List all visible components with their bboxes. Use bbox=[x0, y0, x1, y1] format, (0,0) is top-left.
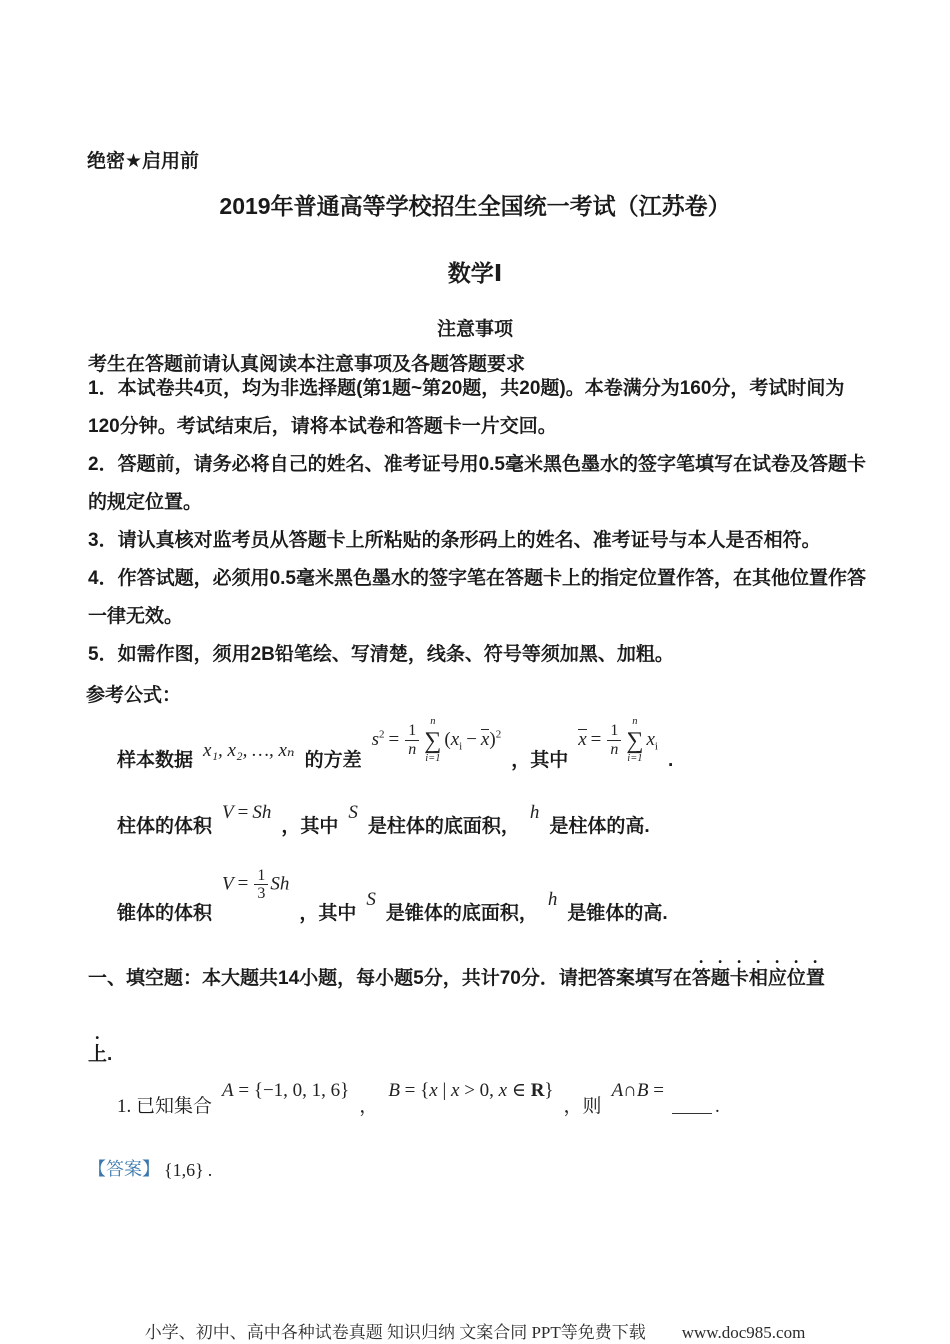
cone-tail-text: 是锥体的高. bbox=[567, 903, 668, 924]
A-intersect-B-math bbox=[612, 1080, 664, 1102]
formula-line-cone bbox=[117, 848, 668, 925]
math-token: i=1 bbox=[425, 752, 441, 764]
math-token: 2 bbox=[379, 728, 385, 741]
question-1 bbox=[117, 1068, 720, 1118]
notice-list bbox=[88, 370, 868, 674]
math-token: x bbox=[578, 728, 587, 750]
answer-period: . bbox=[207, 1160, 213, 1180]
cone-formula-math bbox=[222, 867, 289, 903]
math-token: = bbox=[237, 873, 249, 895]
footer-url[interactable]: www.doc985.com bbox=[681, 1323, 806, 1342]
mean-formula-math bbox=[578, 717, 658, 764]
paper-subject: 数学Ⅰ bbox=[447, 260, 503, 286]
carryover-emphasized: 上 bbox=[88, 1044, 108, 1065]
math-token: A bbox=[222, 1080, 234, 1101]
question-1-period: . bbox=[714, 1096, 720, 1117]
fraction-1-over-n bbox=[405, 722, 419, 758]
math-token: A bbox=[611, 1080, 624, 1101]
notice-item-1: 1．本试卷共4页，均为非选择题(第1题~第20题，共20题)。本卷满分为160分，考试时间为120分钟。考试结束后，请将本试卷和答题卡一片交回。 bbox=[88, 378, 845, 437]
math-token: 3 bbox=[257, 885, 266, 903]
math-token: = bbox=[237, 802, 249, 823]
summation-symbol bbox=[626, 717, 643, 764]
math-token: > 0, bbox=[459, 1080, 499, 1101]
carryover-punct: . bbox=[107, 1044, 113, 1065]
math-token: = bbox=[388, 728, 400, 750]
math-token: ( bbox=[444, 728, 451, 750]
cylinder-where-text: ，其中 bbox=[281, 816, 339, 837]
summation-symbol bbox=[424, 717, 441, 764]
math-token: x bbox=[646, 728, 655, 750]
variance-where-text: ，其中 bbox=[511, 750, 569, 771]
footer-promo-text: 小学、初中、高中各种试卷真题 知识归纳 文案合同 PPT等免费下载 bbox=[144, 1323, 646, 1342]
math-token: ∈ bbox=[507, 1080, 531, 1101]
section-heading-emphasized: 答题卡相应位置 bbox=[691, 968, 825, 989]
math-token: } bbox=[544, 1080, 554, 1101]
math-token: n bbox=[632, 716, 638, 727]
cylinder-h-math bbox=[530, 802, 540, 824]
formula-line-cylinder bbox=[117, 794, 650, 838]
math-token: 1 bbox=[405, 722, 419, 741]
answer-1 bbox=[88, 1155, 212, 1181]
math-token: i bbox=[654, 740, 658, 753]
classification-banner: 绝密★启用前 bbox=[87, 151, 200, 172]
math-token: h bbox=[529, 802, 540, 823]
math-token: n bbox=[408, 741, 417, 758]
section-heading-carryover bbox=[88, 1033, 112, 1066]
math-token: 2 bbox=[495, 728, 502, 741]
formula-line-variance bbox=[117, 700, 673, 772]
math-token: V bbox=[222, 873, 234, 895]
math-token: S bbox=[366, 889, 376, 910]
math-token: x bbox=[450, 728, 460, 750]
intersection-icon: ∩ bbox=[623, 1080, 637, 1101]
math-token: x bbox=[429, 1080, 438, 1101]
math-token: i bbox=[459, 740, 463, 753]
math-token: = bbox=[648, 1080, 664, 1101]
sigma-icon: ∑ bbox=[626, 727, 644, 754]
variance-formula-math bbox=[372, 717, 502, 764]
cylinder-base-text: 是柱体的底面积， bbox=[367, 816, 520, 837]
math-token: S bbox=[348, 802, 358, 823]
math-token: x bbox=[480, 728, 490, 750]
fraction-1-over-n bbox=[607, 722, 621, 758]
question-1-lead: 1. 已知集合 bbox=[117, 1096, 213, 1117]
set-A-math bbox=[222, 1080, 349, 1102]
math-token-bold-R: R bbox=[530, 1080, 545, 1101]
notice-item-3: 3．请认真核对监考员从答题卡上所粘贴的条形码上的姓名、准考证号与本人是否相符。 bbox=[88, 530, 821, 551]
x-bar-math bbox=[578, 729, 586, 749]
variance-lead-text: 样本数据 bbox=[117, 750, 194, 771]
math-token: h bbox=[547, 889, 558, 910]
math-token: B bbox=[636, 1080, 649, 1101]
notice-item-5: 5．如需作图，须用2B铅笔绘、写清楚，线条、符号等须加黑、加粗。 bbox=[88, 644, 674, 665]
math-token: 1 bbox=[254, 867, 268, 886]
cylinder-formula-math bbox=[222, 802, 271, 824]
math-token: x bbox=[451, 1080, 460, 1101]
exam-title: 2019年普通高等学校招生全国统一考试（江苏卷） bbox=[219, 193, 731, 219]
reference-formulas-label: 参考公式： bbox=[86, 685, 182, 706]
cylinder-lead-text: 柱体的体积 bbox=[117, 816, 213, 837]
notice-intro: 考生在答题前请认真阅读本注意事项及各题答题要求 bbox=[88, 354, 526, 375]
section-one-heading bbox=[88, 957, 825, 990]
answer-label: 【答案】 bbox=[88, 1159, 160, 1179]
math-token: | bbox=[437, 1080, 452, 1101]
cylinder-tail-text: 是柱体的高. bbox=[549, 816, 650, 837]
math-token: n bbox=[610, 741, 619, 758]
math-token: 1 bbox=[607, 722, 621, 741]
footer bbox=[0, 1318, 950, 1343]
math-token: Sh bbox=[252, 802, 272, 823]
sample-data-math: x₁, x₂, …, xₙ bbox=[203, 740, 295, 761]
math-token: − bbox=[466, 728, 477, 750]
math-token: i=1 bbox=[627, 752, 643, 764]
cone-lead-text: 锥体的体积 bbox=[117, 903, 213, 924]
math-token: Sh bbox=[270, 873, 290, 895]
math-token: ) bbox=[489, 728, 496, 750]
cone-S-math bbox=[366, 889, 376, 911]
fraction-1-over-3 bbox=[254, 867, 268, 903]
answer-blank-underline bbox=[672, 1111, 712, 1114]
math-token: = { bbox=[399, 1080, 430, 1101]
math-token: n bbox=[430, 716, 436, 727]
notice-heading: 注意事项 bbox=[436, 319, 513, 340]
math-token: = {−1, 0, 1, 6} bbox=[233, 1080, 350, 1101]
answer-value-math: {1,6} bbox=[164, 1160, 204, 1180]
math-token: x bbox=[498, 1080, 508, 1101]
math-token: B bbox=[388, 1080, 400, 1101]
cone-base-text: 是锥体的底面积， bbox=[385, 903, 538, 924]
variance-end-punct: . bbox=[667, 750, 674, 771]
math-token: = bbox=[590, 728, 602, 750]
notice-item-4: 4．作答试题，必须用0.5毫米黑色墨水的签字笔在答题卡上的指定位置作答，在其他位置作答一律无效。 bbox=[88, 568, 866, 627]
set-B-math bbox=[388, 1079, 553, 1102]
notice-item-2: 2．答题前，请务必将自己的姓名、准考证号用0.5毫米黑色墨水的签字笔填写在试卷及答题卡的规定位置。 bbox=[88, 454, 866, 513]
section-heading-plain: 一、填空题：本大题共14小题，每小题5分，共计70分．请把答案填写在 bbox=[88, 968, 692, 989]
variance-mid-text: 的方差 bbox=[304, 750, 362, 771]
sigma-icon: ∑ bbox=[424, 727, 442, 754]
math-token: s bbox=[371, 728, 380, 750]
comma-separator: ， bbox=[359, 1096, 379, 1117]
question-1-then-text: ，则 bbox=[563, 1096, 602, 1117]
cylinder-S-math bbox=[348, 802, 358, 824]
cone-where-text: ，其中 bbox=[299, 903, 357, 924]
math-token: V bbox=[222, 802, 234, 823]
cone-h-math bbox=[548, 889, 558, 911]
